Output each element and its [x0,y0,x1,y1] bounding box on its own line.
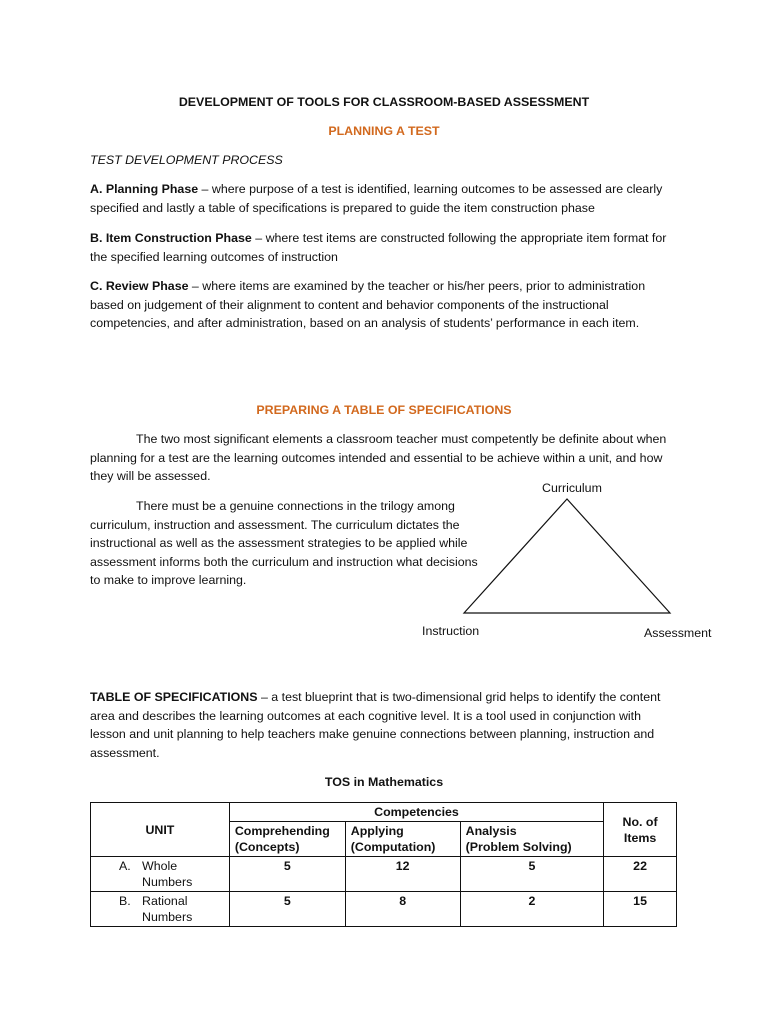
document-title: DEVELOPMENT OF TOOLS FOR CLASSROOM-BASED ASSESSMENT [178,95,590,109]
tos-definition-label: TABLE OF SPECIFICATIONS [90,690,258,704]
analysis-cell: 2 [460,892,604,927]
phase-b-paragraph [90,229,680,266]
phase-c-label: C. Review Phase [90,279,189,293]
items-total-cell: 15 [604,892,677,927]
table-row [91,857,677,892]
phase-a-paragraph [90,180,680,217]
trilogy-triangle [460,495,675,620]
planning-subtitle: PLANNING A TEST [328,124,440,138]
comprehending-header [229,822,345,857]
triangle-shape [464,499,670,613]
applying-header [345,822,460,857]
items-header [604,803,677,857]
competencies-header: Competencies [229,803,603,822]
unit-cell [91,892,230,927]
table-title: TOS in Mathematics [324,775,444,789]
applying-header-line-1: Applying [350,824,404,838]
triangle-label-instruction: Instruction [422,624,480,638]
comprehending-cell: 5 [229,892,345,927]
applying-header-line-2: (Computation) [350,840,436,854]
table-row [91,892,677,927]
triangle-label-assessment: Assessment [644,626,712,640]
comprehending-header-line-2: (Concepts) [234,840,300,854]
items-total-cell: 22 [604,857,677,892]
items-header-line-2: Items [623,830,657,845]
unit-letter: A. [119,859,131,873]
unit-name: Whole Numbers [142,859,193,889]
tos-table [90,802,677,927]
table-header-row-1 [91,803,677,822]
applying-cell: 12 [345,857,460,892]
phase-c-text: – where items are examined by the teacher or his/her peers, prior to administration based on judgement of their alignment to content and behavior components of the instructional competencies, and after administration, based on an analysis of students’ performance in each item. [90,279,646,330]
tos-definition-paragraph [90,688,680,762]
phase-b-text: – where test items are constructed following the appropriate item format for the specified learning outcomes of instruction [90,231,667,264]
phase-a-text: – where purpose of a test is identified, learning outcomes to be assessed are clearly specified and lastly a table of specifications is prepared to guide the item construction phase [90,182,663,215]
unit-name: Rational Numbers [142,894,193,924]
unit-header: UNIT [91,803,230,857]
comprehending-header-line-1: Comprehending [234,824,330,838]
comprehending-cell: 5 [229,857,345,892]
unit-letter: B. [119,894,131,908]
analysis-header-line-1: Analysis [465,824,517,838]
phase-a-label: A. Planning Phase [90,182,199,196]
analysis-header [460,822,604,857]
process-heading: TEST DEVELOPMENT PROCESS [90,153,283,167]
analysis-cell: 5 [460,857,604,892]
unit-cell [91,857,230,892]
analysis-header-line-2: (Problem Solving) [465,840,572,854]
tos-paragraph-1: The two most significant elements a classroom teacher must competently be definite about when planning for a test are the learning outcomes intended and essential to be achieve within a unit, and how they will be assessed. [90,432,667,483]
triangle-label-curriculum: Curriculum [542,481,602,495]
tos-section-title: PREPARING A TABLE OF SPECIFICATIONS [256,403,512,417]
phase-c-paragraph [90,277,680,333]
tos-definition-text: – a test blueprint that is two-dimensional grid helps to identify the content area and describes the learning outcomes at each cognitive level. It is a tool used in conjunction with lesson and unit planning to help teachers make genuine connections between planning, instruction and assessment. [90,690,661,760]
phase-b-label: B. Item Construction Phase [90,231,252,245]
applying-cell: 8 [345,892,460,927]
items-header-line-1: No. of [622,814,658,829]
tos-paragraph-2: There must be a genuine connections in the trilogy among curriculum, instruction and assessment. The curriculum dictates the instructional as well as the assessment strategies to be applied while assessment informs both the curriculum and instruction what decisions to make to improve learning. [90,499,478,587]
